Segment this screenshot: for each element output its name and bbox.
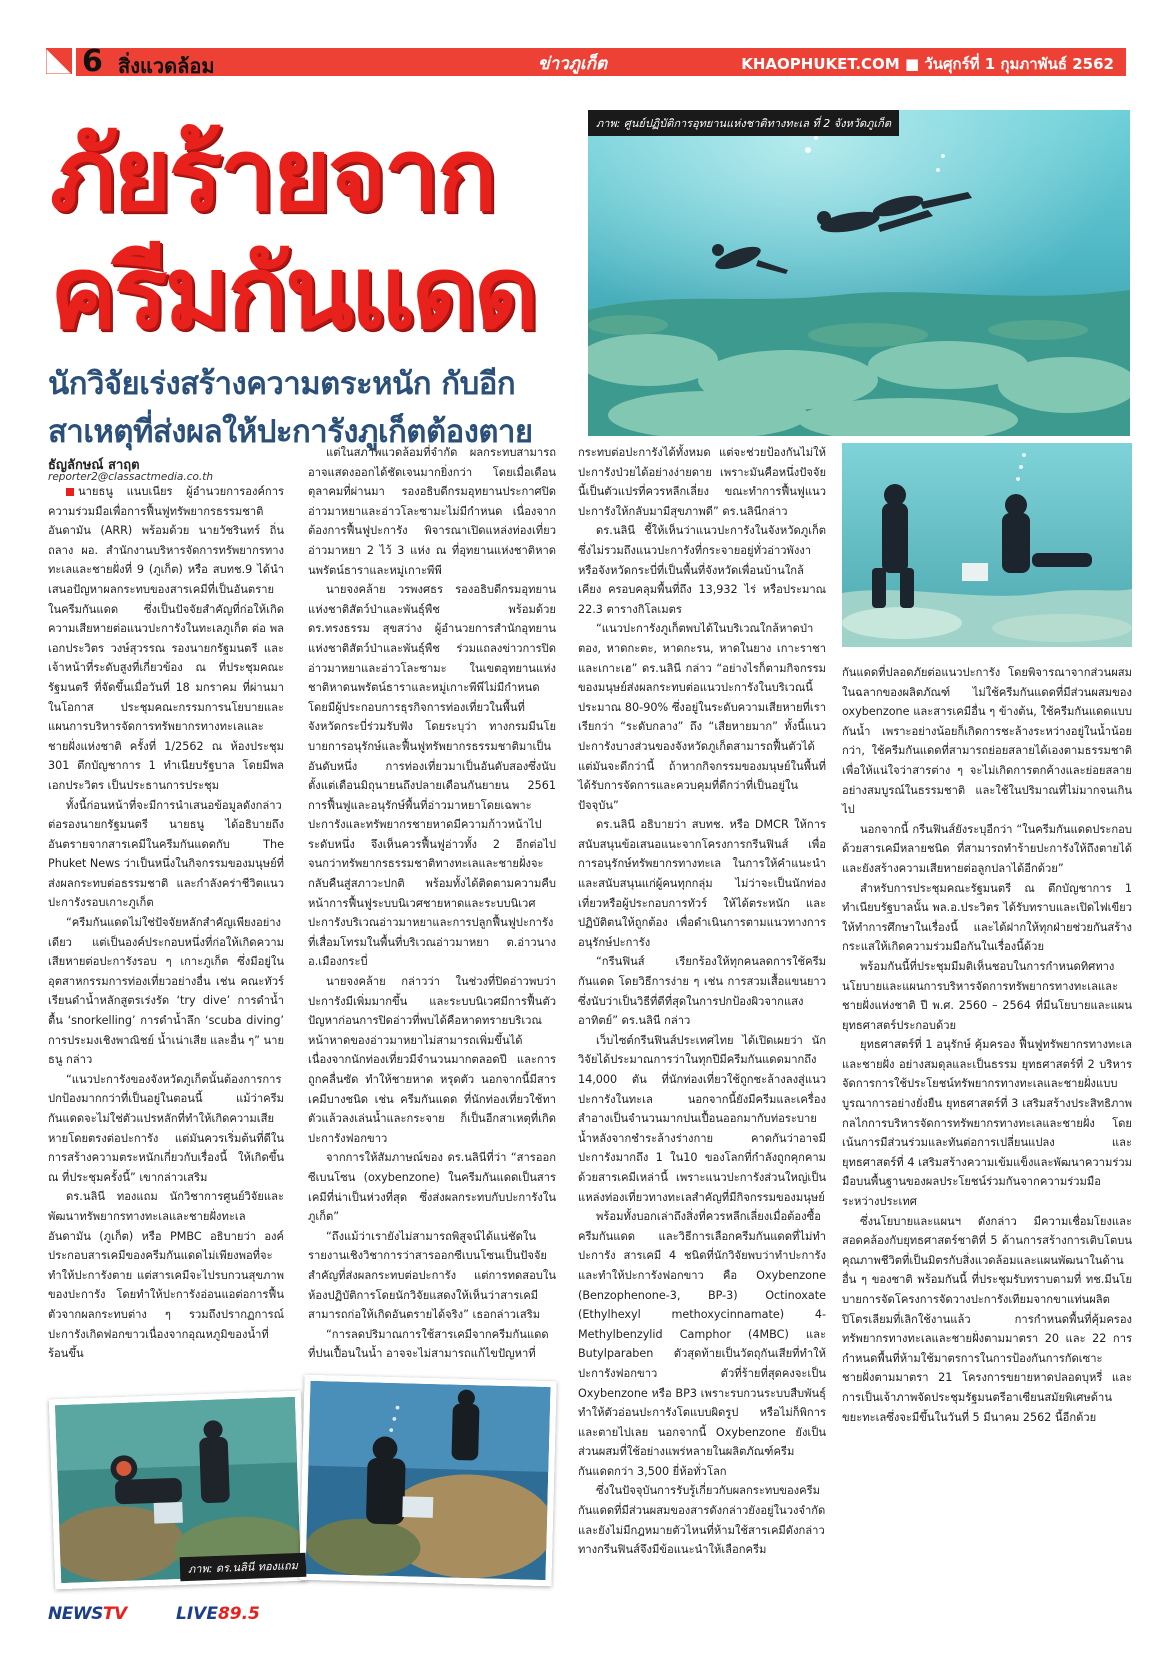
paragraph: ดร.นลินี ชี้ให้เห็นว่าแนวปะการังในจังหวัดภูเก็ตซึ่งไม่รวมถึงแนวปะการังที่กระจายอยู่ทั่วอ่าวพังงาหรือจังหวัดกระบี่ที่เป็นพื้นที่จังหวัดเพื่อนบ้านใกล้เคียง ครอบคลุมพื้นที่ถึง 13,932 ไร่ หรือประมาณ 22.3 ตารางกิโลเมตร (578, 524, 826, 616)
paragraph: ซึ่งในปัจจุบันการรับรู้เกี่ยวกับผลกระทบของครีมกันแดดที่มีส่วนผสมของสารดังกล่าวยังอยู่ในวงจำกัด และยังไม่มีกฎหมายตัวไหนที่ห้ามใช้สารเคมีดังกล่าว ทางกรีนฟินส์จึงมีข้อแนะนำให้เลือกครีม (578, 1484, 826, 1557)
live-radio-logo (176, 1604, 260, 1624)
article-column-2 (308, 443, 556, 1364)
headline-line-2: ครีมกันแดด (50, 234, 536, 351)
paragraph: กันแดดที่ปลอดภัยต่อแนวปะการัง โดยพิจารณาจากส่วนผสมในฉลากของผลิตภัณฑ์ ไม่ใช้ครีมกันแดดที่มีส่วนผสมของ oxybenzone และสารเคมีอื่น ๆ ข้างต้น, ใช้ครีมกันแดดแบบกันน้ำ เพราะอย่างน้อยก็เกิดการชะล้างระหว่างอยู่ในน้ำน้อยกว่า, ใช้ครีมกันแดดที่สามารถย่อยสลายได้เองตามธรรมชาติ เพื่อให้แน่ใจว่าสารต่าง ๆ จะไม่เกิดการตกค้างและย่อยสลายอย่างสมบูรณ์ในธรรมชาติ และใช้ในปริมาณที่ไม่มากจนเกินไป (842, 666, 1132, 817)
tv-brand: TV (102, 1604, 127, 1624)
side-photo-divers (842, 443, 1132, 647)
byline-author: ธัญลักษณ์ สาฤต (48, 458, 140, 473)
subheadline-line-1: นักวิจัยเร่งสร้างความตระหนัก กับอีก (48, 366, 516, 402)
paragraph: “การลดปริมาณการใช้สารเคมีจากครีมกันแดดที่ปนเปื้อนในน้ำ อาจจะไม่สามารถแก้ไขปัญหาที่ (308, 1327, 549, 1361)
paragraph: ดร.นลินี ทองแถม นักวิชาการศูนย์วิจัยและพัฒนาทรัพยากรทางทะเลและชายฝั่งทะเลอันดามัน (ภูเก็ต) หรือ PMBC อธิบายว่า องค์ประกอบสารเคมีของครีมกันแดดไม่เพียงพอที่จะทำให้ปะการังตาย แต่สารเคมีจะไปรบกวนสุขภาพของปะการัง โดยทำให้ปะการังอ่อนแอต่อการฟื้นตัวจากผลกระทบต่าง ๆ รวมถึงปรากฏการณ์ปะการังเกิดฟอกขาวเนื่องจากอุณหภูมิของน้ำที่ร้อนขึ้น (48, 1190, 284, 1361)
paragraph: แต่ในสภาพแวดล้อมที่จำกัด ผลกระทบสามารถอาจแสดงออกได้ชัดเจนมากยิ่งกว่า โดยเมื่อเดือนตุลาคมที่ผ่านมา รองอธิบดีกรมอุทยานประกาศปิดอ่าวมาหยาและอ่าวโละซามะไม่มีกำหนด เนื่องจากต้องการฟื้นฟูปะการัง พิจารณาเปิดแหล่งท่องเที่ยวอ่าวมาหยา 2 ไว้ 3 แห่ง ณ ที่อุทยานแห่งชาติหาดนพรัตน์ธาราและหมู่เกาะพีพี (308, 446, 556, 577)
paragraph: จากการให้สัมภาษณ์ของ ดร.นลินีที่ว่า “สารออกซีเบนโซน (oxybenzone) ในครีมกันแดดเป็นสารเคมีที่น่าเป็นห่วงที่สุด ซึ่งส่งผลกระทบกับปะการังในภูเก็ต” (308, 1151, 556, 1224)
live-brand: LIVE (176, 1604, 218, 1624)
headline (50, 116, 580, 352)
publication-logo: ข่าวภูเก็ต (538, 54, 608, 74)
subheadline (48, 360, 588, 456)
photo-caption: ภาพ: ศูนย์ปฏิบัติการอุทยานแห่งชาติทางทะเล ที่ 2 จังหวัดภูเก็ต (588, 110, 899, 136)
paragraph: นายจงคล้าย วรพงศธร รองอธิบดีกรมอุทยานแห่งชาติสัตว์ป่าและพันธุ์พืช พร้อมด้วย ดร.ทรงธรรม สุขสว่าง ผู้อำนวยการสำนักอุทยานแห่งชาติสัตว์ป่าและพันธุ์พืช ร่วมแถลงข่าวการปิดอ่าวมาหยาและอ่าวโละซามะ ในเขตอุทยานแห่งชาติหาดนพรัตน์ธาราและหมู่เกาะพีพีไม่มีกำหนด โดยมีผู้ประกอบการธุรกิจการท่องเที่ยวในพื้นที่จังหวัดกระบี่ร่วมรับฟัง โดยระบุว่า ทางกรมมีนโยบายการอนุรักษ์และฟื้นฟูทรัพยากรธรรมชาติมาเป็นอันดับหนึ่ง การท่องเที่ยวมาเป็นอันดับสองซึ่งนับตั้งแต่เดือนมิถุนายนถึงปลายเดือนกันยายน 2561 การฟื้นฟูและอนุรักษ์พื้นที่อ่าวมาหยาโดยเฉพาะปะการังและทรัพยากรชายหาดมีความก้าวหน้าไประดับหนึ่ง จึงเห็นควรฟื้นฟูอ่าวทั้ง 2 อีกต่อไป จนกว่าทรัพยากรธรรมชาติทางทะเลและชายฝั่งจะกลับคืนสู่สภาวะปกติ พร้อมทั้งได้ติดตามความคืบหน้าการฟื้นฟูระบบนิเวศชายหาดและระบบนิเวศปะการังบริเวณอ่าวมาหยาและการปลูกฟื้นฟูปะการังที่เสื่อมโทรมในพื้นที่บริเวณอ่าวมาหยา ต.อ่าวนาง อ.เมืองกระบี่ (308, 583, 556, 969)
photo-credit: ภาพ: ดร.นลินี ทองแถม (180, 1553, 307, 1581)
paragraph: “ครีมกันแดดไม่ใช่ปัจจัยหลักสำคัญเพียงอย่างเดียว แต่เป็นองค์ประกอบหนึ่งที่ก่อให้เกิดความเสียหายต่อปะการังรอบ ๆ เกาะภูเก็ต ซึ่งมีอยู่ในอุตสาหกรรมการท่องเที่ยวอย่างอื่น เช่น คณะทัวร์เรียนดำน้ำหลักสูตรเร่งรัด ‘try dive’ การดำน้ำตื้น ‘snorkelling’ การดำน้ำลึก ‘scuba diving’ การประมงเชิงพาณิชย์ น้ำเน่าเสีย และอื่น ๆ” นายธนู กล่าว (48, 916, 284, 1067)
news-tv-logo (48, 1604, 127, 1624)
paragraph: นายธนู แนบเนียร ผู้อำนวยการองค์การความร่วมมือเพื่อการฟื้นฟูทรัพยากรธรรมชาติอันดามัน (ARR) พร้อมด้วย นายวัชรินทร์ ถิ่นถลาง ผอ. สำนักงานบริหารจัดการทรัพยากรทางทะเลและชายฝั่งที่ 9 (ภูเก็ต) หรือ สบทช.9 ได้นำเสนอปัญหาผลกระทบของสารเคมีที่เป็นอันตรายในครีมกันแดด ซึ่งเป็นปัจจัยสำคัญที่ก่อให้เกิดความเสียหายต่อแนวปะการังในทะเลภูเก็ต ต่อ พลเอกประวิตร วงษ์สุวรรณ รองนายกรัฐมนตรี และเจ้าหน้าที่ระดับสูงที่เกี่ยวข้อง ณ ที่ประชุมคณะรัฐมนตรี ที่จัดขึ้นเมื่อวันที่ 18 มกราคม ที่ผ่านมาในโอกาส ประชุมคณะกรรมการนโยบายและแผนการบริหารจัดการทรัพยากรทางทะเลและชายฝั่งแห่งชาติ ครั้งที่ 1/2562 ณ ห้องประชุม 301 ตึกบัญชาการ 1 ทำเนียบรัฐบาล โดยมีพลเอกประวิตร เป็นประธานการประชุม (48, 485, 284, 792)
paragraph: สำหรับการประชุมคณะรัฐมนตรี ณ ตึกบัญชาการ 1 ทำเนียบรัฐบาลนั้น พล.อ.ประวิตร ได้รับทราบและเปิดไฟเขียวให้ทำการศึกษาในเรื่องนี้ และได้ฝากให้ทุกฝ่ายช่วยกันสร้างกระแสให้เกิดความร่วมมือกันในเรื่องนี้ด้วย (842, 881, 1132, 954)
paragraph: ยุทธศาสตร์ที่ 1 อนุรักษ์ คุ้มครอง ฟื้นฟูทรัพยากรทางทะเลและชายฝั่ง อย่างสมดุลและเป็นธรรม ยุทธศาสตร์ที่ 2 บริหารจัดการการใช้ประโยชน์ทรัพยากรทางทะเลและชายฝั่งแบบบูรณาการอย่างยั่งยืน ยุทธศาสตร์ที่ 3 เสริมสร้างประสิทธิภาพกลไกการบริหารจัดการทรัพยากรทางทะเลและชายฝั่ง โดยเน้นการมีส่วนร่วมและทันต่อการเปลี่ยนแปลง และยุทธศาสตร์ที่ 4 เสริมสร้างความเข้มแข็งและพัฒนาความร่วมมือบนพื้นฐานของผลประโยชน์ร่วมกันจากความร่วมมือระหว่างประเทศ (842, 1038, 1132, 1209)
subheadline-line-2: สาเหตุที่ส่งผลให้ปะการังภูเก็ตต้องตาย (48, 414, 533, 450)
radio-frequency: 89.5 (217, 1604, 260, 1624)
page-number: 6 (82, 44, 103, 79)
headline-line-1: ภัยร้ายจาก (50, 116, 495, 233)
byline-email: reporter2@classactmedia.co.th (48, 471, 213, 483)
paragraph: พร้อมกันนี้ที่ประชุมมีมติเห็นชอบในการกำหนดทิศทางนโยบายและแผนการบริหารจัดการทรัพยากรทางทะเลและชายฝั่งแห่งชาติ ปี พ.ศ. 2560 – 2564 ที่มีนโยบายและแผนยุทธศาสตร์ประกอบด้วย (842, 959, 1132, 1032)
article-column-3 (578, 443, 826, 1560)
paragraph: นอกจากนี้ กรีนฟินส์ยังระบุอีกว่า “ในครีมกันแดดประกอบด้วยสารเคมีหลายชนิด ที่สามารถทำร้ายปะการังให้ถึงตายได้ และยังสร้างความเสียหายต่อลูกปลาได้อีกด้วย” (842, 822, 1132, 875)
paragraph-bullet-icon (66, 488, 74, 496)
paragraph: เว็บไซต์กรีนฟินส์ประเทศไทย ได้เปิดเผยว่า นักวิจัยได้ประมาณการว่าในทุกปีมีครีมกันแดดมากถึง 14,000 ตัน ที่นักท่องเที่ยวใช้ถูกชะล้างลงสู่แนวปะการังในทะเล นอกจากนี้ยังมีครีมและเครื่องสำอางเป็นจำนวนมากปนเปื้อนออกมากับท่อระบายน้ำหลังจากชำระล้างร่างกาย คาดกันว่าอาจมีปะการังมากถึง 1 ใน10 ของโลกที่กำลังถูกคุกคามด้วยสารเคมีเหล่านี้ เพราะแนวปะการังส่วนใหญ่เป็นแหล่งท่องเที่ยวทางทะเลสำคัญที่มีกิจกรรมของมนุษย์ (578, 1033, 826, 1204)
paragraph: ซึ่งนโยบายและแผนฯ ดังกล่าว มีความเชื่อมโยงและสอดคล้องกับยุทธศาสตร์ชาติที่ 5 ด้านการสร้างการเติบโตบนคุณภาพชีวิตที่เป็นมิตรกับสิ่งแวดล้อมและแผนพัฒนาในด้านอื่น ๆ ของชาติ พร้อมกันนี้ ที่ประชุมรับทราบตามที่ ทช.มีนโยบายการจัดโครงการจัดวางปะการังเทียมจากขาแท่นผลิตปิโตรเลียมที่เลิกใช้งานแล้ว การกำหนดพื้นที่คุ้มครองทรัพยากรทางทะเลและชายฝั่งตามมาตรา 20 และ 22 การกำหนดพื้นที่ห้ามใช้มาตรการในการป้องกันการกัดเซาะชายฝั่งตามมาตรา 21 โครงการขยายหาดปลอดบุหรี่ และการเป็นเจ้าภาพจัดประชุมรัฐมนตรีอาเซียนสมัยพิเศษด้านขยะทะเลซึ่งจะมีขึ้นในวันที่ 5 มีนาคม 2562 นี้อีกด้วย (842, 1214, 1132, 1424)
paragraph: “ถึงแม้ว่าเรายังไม่สามารถพิสูจน์ได้แน่ชัดในรายงานเชิงวิชาการว่าสารออกซีเบนโซนเป็นปัจจัยสำคัญที่ส่งผลกระทบต่อปะการัง แต่การทดสอบในห้องปฏิบัติการโดยนักวิจัยแสดงให้เห็นว่าสารเคมีสามารถก่อให้เกิดอันตรายได้จริง” เธอกล่าวเสริม (308, 1229, 556, 1322)
main-photo-divers (588, 110, 1130, 436)
paragraph: “กรีนฟินส์ เรียกร้องให้ทุกคนลดการใช้ครีมกันแดด โดยวิธีการง่าย ๆ เช่น การสวมเสื้อแขนยาว ซึ่งนับว่าเป็นวิธีที่ดีที่สุดในการปกป้องผิวจากแสงอาทิตย์” ดร.นลินี กล่าว (578, 955, 826, 1028)
paragraph: กระทบต่อปะการังได้ทั้งหมด แต่จะช่วยป้องกันไม่ให้ปะการังป่วยได้อย่างง่ายดาย เพราะมันคือหนึ่งปัจจัยนี้เป็นตัวแปรที่ควรหลีกเลี่ยง ขณะทำการฟื้นฟูแนวปะการังให้กลับมามีสุขภาพดี” ดร.นลินีกล่าว (578, 446, 826, 518)
article-column-1 (48, 482, 284, 1364)
paragraph: “แนวปะการังภูเก็ตพบได้ในบริเวณใกล้หาดป่าตอง, หาดกะตะ, หาดกะรน, หาดในยาง เกาะราชา และเกาะเฮ” ดร.นลินี กล่าว “อย่างไรก็ตามกิจกรรมของมนุษย์ส่งผลกระทบต่อแนวปะการังในบริเวณนี้ประมาณ 80-90% ซึ่งอยู่ในระดับความเสียหายที่เราเรียกว่า “ระดับกลาง” ถึง “เสียหายมาก” ทั้งนี้แนวปะการังบางส่วนของจังหวัดภูเก็ตสามารถฟื้นตัวได้ แต่มันจะดีกว่านี้ ถ้าหากกิจกรรมของมนุษย์ในพื้นที่ได้รับการจัดการและควบคุมที่ดีกว่าที่เป็นอยู่ในปัจจุบัน” (578, 622, 826, 812)
paragraph: ทั้งนี้ก่อนหน้าที่จะมีการนำเสนอข้อมูลดังกล่าวต่อรองนายกรัฐมนตรี นายธนู ได้อธิบายถึงอันตรายจากสารเคมีในครีมกันแดดกับ The Phuket News ว่าเป็นหนึ่งในกิจกรรมของมนุษย์ที่ส่งผลกระทบต่อธรรมชาติ และกำลังคร่าชีวิตแนวปะการังรอบเกาะภูเก็ต (48, 798, 285, 910)
bottom-photo-diver-reef (299, 1375, 556, 1587)
paragraph: นายจงคล้าย กล่าวว่า ในช่วงที่ปิดอ่าวพบว่าปะการังมีเพิ่มมากขึ้น และระบบนิเวศมีการฟื้นตัว ปัญหาก่อนการปิดอ่าวที่พบได้คือหาดทรายบริเวณหน้าหาดของอ่าวมาหยาไม่สามารถเพิ่มขึ้นได้ เนื่องจากนักท่องเที่ยวมีจำนวนมากตลอดปี และการถูกคลื่นซัด ทำให้ชายหาด หรุดตัว นอกจากนี้มีสารเคมีบางชนิด เช่น ครีมกันแดด ที่นักท่องเที่ยวใช้ทาตัวแล้วลงเล่นน้ำและกระจาย ก็เป็นอีกสาเหตุที่เกิดปะการังฟอกขาว (308, 975, 556, 1145)
paragraph: พร้อมทั้งบอกเล่าถึงสิ่งที่ควรหลีกเลี่ยงเมื่อต้องซื้อครีมกันแดด และวิธีการเลือกครีมกันแดดที่ไม่ทำปะการัง สารเคมี 4 ชนิดที่นักวิจัยพบว่าทำปะการังและทำให้ปะการังฟอกขาว คือ Oxybenzone (Benzophenone-3, BP-3) Octinoxate (Ethylhexyl methoxycinnamate) 4-Methylbenzylid Camphor (4MBC) และ Butylparaben ตัวสุดท้ายเป็นวัตถุกันเสียที่ทำให้ปะการังฟอกขาว ตัวที่ร้ายที่สุดคงจะเป็น Oxybenzone หรือ BP3 เพราะรบกวนระบบสืบพันธุ์ ทำให้ตัวอ่อนปะการังโตแบบผิดรูป หรือไม่ก็พิการและตายไปเลย นอกจากนี้ Oxybenzone ยังเป็นส่วนผสมที่ใช้อย่างแพร่หลายในผลิตภัณฑ์ครีมกันแดดกว่า 3,500 ยี่ห้อทั่วโลก (578, 1210, 826, 1478)
publication-date: KHAOPHUKET.COM ■ วันศุกร์ที่ 1 กุมภาพันธ์ 2562 (741, 55, 1114, 73)
article-column-4 (842, 663, 1132, 1427)
news-brand: NEWS (48, 1604, 103, 1624)
paragraph: ดร.นลินี อธิบายว่า สบทช. หรือ DMCR ให้การสนับสนุนข้อเสนอแนะจากโครงการกรีนฟินส์ เพื่อการอนุรักษ์ทรัพยากรทางทะเล ในการให้คำแนะนำและสนับสนุนแก่ผู้คนทุกกลุ่ม ไม่ว่าจะเป็นนักท่องเที่ยวหรือผู้ประกอบการทัวร์ ให้ได้ตระหนัก และปฏิบัติตนให้ถูกต้อง เพื่อดำเนินการตามแนวทางการอนุรักษ์ปะการัง (578, 818, 826, 949)
section-title: สิ่งแวดล้อม (118, 54, 215, 78)
corner-mark-icon (46, 48, 72, 74)
paragraph: “แนวปะการังของจังหวัดภูเก็ตนั้นต้องการการปกป้องมากกว่าที่เป็นอยู่ในตอนนี้ แม้ว่าครีมกันแดดจะไม่ใช่ตัวแปรหลักที่ทำให้เกิดความเสียหายโดยตรงต่อปะการัง แต่มันควรเริ่มต้นที่ดีในการสร้างความตระหนักเกี่ยวกับเรื่องนี้ ให้เกิดขึ้น ณ ที่ประชุมครั้งนี้” เขากล่าวเสริม (48, 1072, 284, 1184)
